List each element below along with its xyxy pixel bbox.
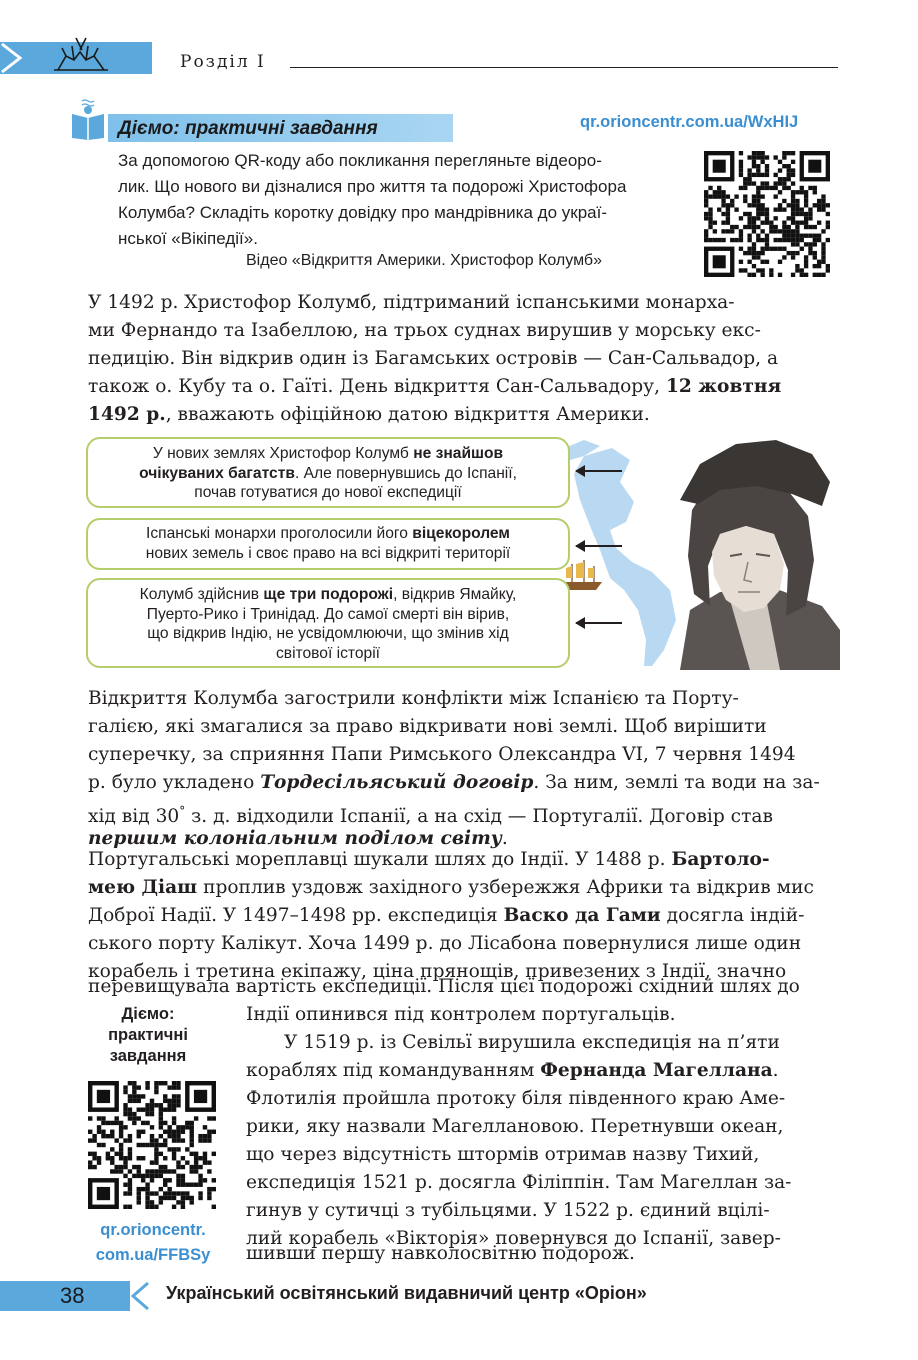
body-line: рики, яку назвали Магеллановою. Перетнувши океан, [246,1116,784,1137]
chevron-right-icon [0,42,28,74]
sidebar-title: Діємо: практичні завдання [108,1005,188,1065]
section-title: Розділ I [180,52,266,72]
book-icon [68,98,108,140]
header-rule [290,67,838,68]
publisher-name: Український освітянський видавничий центр «Оріон» [166,1283,647,1303]
body-line: також о. Кубу та о. Гаїті. День відкриття Сан-Сальвадору, 12 жовтня [88,376,782,397]
body-line: У 1519 р. із Севільї вирушила експедиція на п’яти [284,1032,780,1053]
body-line: суперечку, за сприяння Папи Римського Олександра VI, 7 червня 1494 [88,744,796,765]
columbus-portrait-image [560,430,840,670]
activity-link[interactable]: qr.orioncentr.com.ua/WxHIJ [580,113,799,131]
arrow-left-icon [576,545,622,547]
body-line: першим колоніальним поділом світу. [88,828,508,849]
body-line: ми Фернандо та Ізабеллою, на трьох суднах вирушив у морську екс- [88,320,761,341]
activity-text-line: нської «Вікіпедії». [118,229,258,248]
body-line: корабель і третина екіпажу, ціна прянощів, привезених з Індії, значно [88,961,787,982]
video-caption: Відео «Відкриття Америки. Христофор Колумб» [246,252,602,269]
body-line: Флотилія пройшла протоку біля південного краю Аме- [246,1088,786,1109]
body-line: У 1492 р. Христофор Колумб, підтриманий іспанськими монарха- [88,292,735,313]
body-line: ського порту Калікут. Хоча 1499 р. до Лісабона повернулися лише один [88,933,802,954]
arrow-left-icon [576,470,622,472]
body-line: педицію. Він відкрив один із Багамських островів — Сан-Сальвадор, а [88,348,779,369]
hands-tools-icon [52,34,110,74]
activity-title: Діємо: практичні завдання [118,118,378,139]
body-line: Доброї Надії. У 1497–1498 рр. експедиція Васко да Гами досягла індій- [88,905,805,926]
qr-code-icon[interactable] [704,151,830,277]
arrow-left-icon [576,622,622,624]
body-line: р. було укладено Тордесільяський договір. За ним, землі та води на за- [88,772,820,793]
activity-text-line: За допомогою QR-коду або покликання перегляньте відеоро- [118,151,602,170]
chevron-left-icon [128,1281,152,1311]
sidebar-link[interactable]: qr.orioncentr. com.ua/FFBSy [95,1221,211,1264]
activity-text-line: Колумба? Складіть коротку довідку про мандрівника до украї- [118,203,607,222]
callout-box: Колумб здійснив ще три подорожі, відкрив Ямайку, Пуерто-Рико і Тринідад. До самої смерті він вірив, що відкрив Індію, не усвідомлюючи, що змінив хід світової історії [86,578,570,668]
body-line: експедиція 1521 р. досягла Філіппін. Там Магеллан за- [246,1172,792,1193]
activity-text-line: лик. Що нового ви дізналися про життя та подорожі Христофора [118,177,627,196]
body-line: шивши першу навколосвітню подорож. [246,1243,635,1264]
body-line: перевищувала вартість експедиції. Після цієї подорожі східний шлях до [88,976,800,997]
body-line: гинув у сутичці з тубільцями. У 1522 р. єдиний вцілі- [246,1200,770,1221]
body-line: кораблях під командуванням Фернанда Магеллана. [246,1060,779,1081]
callout-box: Іспанські монархи проголосили його віцекоролем нових земель і своє право на всі відкриті території [86,518,570,570]
qr-code-icon[interactable] [88,1081,216,1209]
body-line: Португальські мореплавці шукали шлях до Індії. У 1488 р. Бартоло- [88,849,770,870]
callout-box: У нових землях Христофор Колумб не знайшов очікуваних багатств. Але повернувшись до Іспанії, почав готуватися до нової експедиції [86,437,570,508]
page-number: 38 [60,1283,85,1308]
body-line: хід від 30° з. д. відходили Іспанії, а на схід — Португалії. Договір став [88,804,773,828]
body-line: галією, які змагалися за право відкривати нові землі. Щоб вирішити [88,716,767,737]
body-line: лий корабель «Вікторія» повернувся до Іспанії, завер- [246,1228,781,1249]
body-line: Відкриття Колумба загострили конфлікти між Іспанією та Порту- [88,688,739,709]
body-line: 1492 р., вважають офіційною датою відкриття Америки. [88,404,650,425]
body-line: Індії опинився під контролем португальців. [246,1004,676,1025]
body-line: мею Діаш проплив уздовж західного узбережжя Африки та відкрив мис [88,877,814,898]
body-line: що через відсутність штормів отримав назву Тихий, [246,1144,760,1165]
